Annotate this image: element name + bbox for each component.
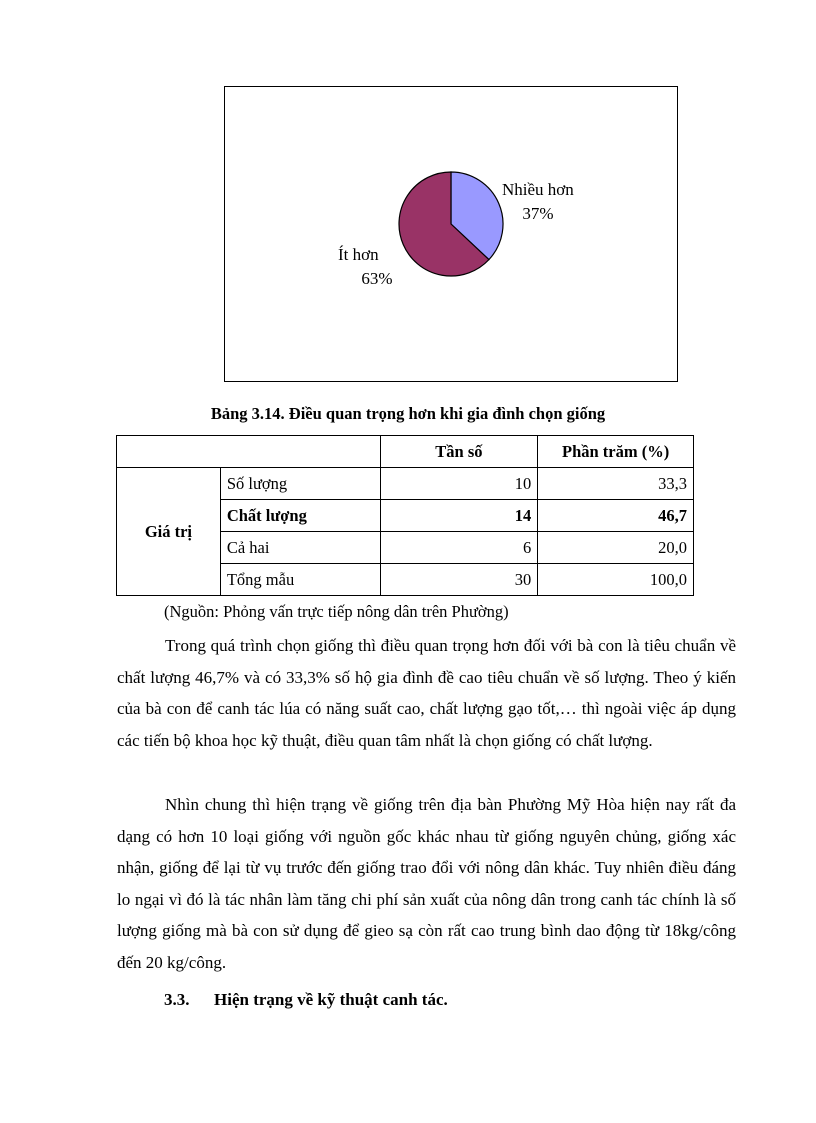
section-title: Hiện trạng về kỹ thuật canh tác. xyxy=(214,990,448,1009)
paragraph-1 xyxy=(117,630,736,756)
table-caption: Bảng 3.14. Điều quan trọng hơn khi gia đình chọn giống xyxy=(210,404,606,423)
pie-chart-frame xyxy=(224,86,678,382)
source-note: (Nguồn: Phỏng vấn trực tiếp nông dân trên Phường) xyxy=(164,602,509,621)
row-frequency: 14 xyxy=(380,500,538,532)
section-number: 3.3. xyxy=(164,990,190,1009)
pie-label-it-hon: Ít hơn xyxy=(338,245,379,264)
header-frequency: Tần số xyxy=(380,436,538,468)
table-header-row xyxy=(117,436,694,468)
pie-label-nhieu-hon: Nhiều hơn xyxy=(502,180,574,199)
paragraph-2-text: Nhìn chung thì hiện trạng về giống trên địa bàn Phường Mỹ Hòa hiện nay rất đa dạng có hơn 10 loại giống với nguồn gốc khác nhau từ giống nguyên chủng, giống xác nhận, giống để lại từ vụ trước đến giống trao đổi với nông dân khác. Tuy nhiên điều đáng lo ngại vì đó là tác nhân làm tăng chi phí sản xuất của nông dân trong canh tác chính là số lượng giống mà bà con sử dụng để gieo sạ còn rất cao trung bình dao động từ 18kg/công đến 20 kg/công. xyxy=(117,795,736,972)
row-percent: 46,7 xyxy=(538,500,694,532)
pie-percent-nhieu-hon: 37% xyxy=(522,204,554,223)
row-label: Cả hai xyxy=(220,532,380,564)
data-table xyxy=(116,435,694,596)
row-label: Tổng mẫu xyxy=(220,564,380,596)
row-percent: 33,3 xyxy=(538,468,694,500)
row-label: Số lượng xyxy=(220,468,380,500)
row-frequency: 30 xyxy=(380,564,538,596)
header-percent: Phần trăm (%) xyxy=(538,436,694,468)
row-percent: 100,0 xyxy=(538,564,694,596)
paragraph-2 xyxy=(117,789,736,978)
row-label: Chất lượng xyxy=(220,500,380,532)
paragraph-1-text: Trong quá trình chọn giống thì điều quan trọng hơn đối với bà con là tiêu chuẩn về chất lượng 46,7% và có 33,3% số hộ gia đình đề cao tiêu chuẩn về số lượng. Theo ý kiến của bà con để canh tác lúa có năng suất cao, chất lượng gạo tốt,… thì ngoài việc áp dụng các tiến bộ khoa học kỹ thuật, điều quan tâm nhất là chọn giống có chất lượng. xyxy=(117,636,736,750)
pie-percent-it-hon: 63% xyxy=(361,269,393,288)
pie-chart xyxy=(225,87,677,381)
row-frequency: 10 xyxy=(380,468,538,500)
section-heading xyxy=(164,990,448,1010)
header-blank xyxy=(117,436,381,468)
row-frequency: 6 xyxy=(380,532,538,564)
group-label: Giá trị xyxy=(117,468,221,596)
table-row xyxy=(117,468,694,500)
row-percent: 20,0 xyxy=(538,532,694,564)
